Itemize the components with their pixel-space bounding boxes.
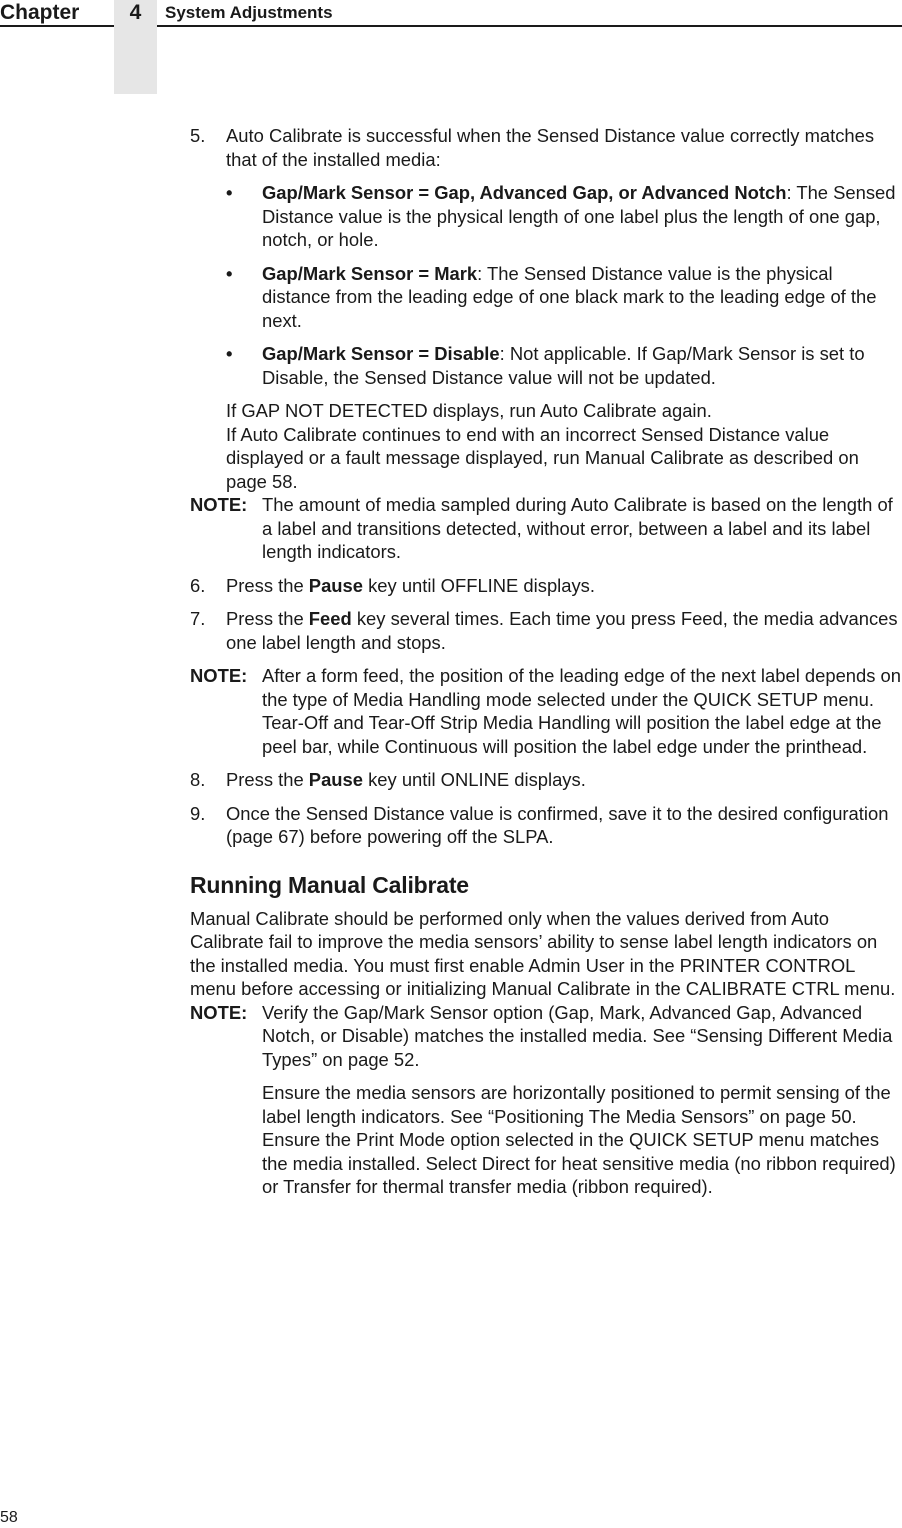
- step-text: Once the Sensed Distance value is confirmed, save it to the desired configuration (page 67) before powering off the SLPA.: [226, 802, 889, 847]
- bullet-icon: •: [226, 262, 233, 284]
- step-7: [190, 607, 902, 654]
- note-label: NOTE:: [190, 1001, 248, 1023]
- step-text: key until OFFLINE displays.: [362, 574, 595, 596]
- note-text: The amount of media sampled during Auto Calibrate is based on the length of a label and transitions detected, without error, between a label and its label length indicators.: [262, 494, 893, 562]
- bullet-text: : Not applicable. If Gap/Mark Sensor is set to Disable, the Sensed Distance value will not be updated.: [262, 343, 865, 388]
- section-body: Manual Calibrate should be performed only when the values derived from Auto Calibrate fail to improve the media sensors’ ability to sense label length indicators on the installed media. You must first enable Admin User in the PRINTER CONTROL menu before accessing or initializing Manual Calibrate in the CALIBRATE CTRL menu.: [190, 907, 896, 999]
- key-name: Feed: [308, 608, 352, 629]
- step-text: key until ONLINE displays.: [362, 769, 586, 790]
- bullet-term: Gap/Mark Sensor = Disable: [262, 343, 500, 364]
- chapter-tab: [114, 0, 157, 94]
- note-label: NOTE:: [190, 665, 248, 686]
- note-text: After a form feed, the position of the leading edge of the next label depends on the type of Media Handling mode selected under the QUICK SETUP menu. Tear-Off and Tear-Off Strip Media Handling will position the label edge at the peel bar, while Continuous will position the label edge under the printhead.: [262, 665, 902, 757]
- step-number: 6.: [190, 574, 206, 596]
- key-name: Pause: [308, 769, 363, 790]
- note-1: [190, 493, 902, 564]
- page-content: [190, 124, 902, 1199]
- key-name: Pause: [308, 574, 363, 596]
- section-title: System Adjustments: [165, 3, 333, 22]
- note-paragraph: Ensure the media sensors are horizontally positioned to permit sensing of the label length indicators. See “Positioning The Media Sensors” on page 50.: [262, 1082, 891, 1127]
- section-heading: Running Manual Calibrate: [190, 871, 469, 898]
- step-number: 8.: [190, 769, 206, 790]
- bullet-text: : The Sensed Distance value is the physical distance from the leading edge of one black mark to the leading edge of the next.: [262, 262, 877, 331]
- step-paragraph: If Auto Calibrate continues to end with an incorrect Sensed Distance value displayed or a fault message displayed, run Manual Calibrate as described on page 58.: [226, 423, 859, 492]
- note-paragraph: Ensure the Print Mode option selected in the QUICK SETUP menu matches the media installed. Select Direct for heat sensitive media (no ribbon required) or Transfer for thermal transfer media (ribbon required).: [262, 1129, 896, 1197]
- page-number: 58: [0, 1509, 18, 1526]
- step-text: Press the: [226, 608, 309, 629]
- bullet-item: [190, 342, 902, 389]
- note-2: [190, 664, 902, 758]
- step-text: Auto Calibrate is successful when the Sensed Distance value correctly matches that of the installed media:: [226, 125, 875, 170]
- step-paragraph: If GAP NOT DETECTED displays, run Auto Calibrate again.: [226, 400, 712, 421]
- step-text: Press the: [226, 769, 309, 790]
- step-text: key several times. Each time you press Feed, the media advances one label length and stops.: [226, 608, 898, 653]
- bullet-text: : The Sensed Distance value is the physical length of one label plus the length of one gap, notch, or hole.: [262, 182, 896, 250]
- step-9: [190, 802, 902, 849]
- step-6: [190, 574, 902, 598]
- bullet-item: [190, 262, 902, 333]
- step-number: 7.: [190, 608, 206, 629]
- note-text: Verify the Gap/Mark Sensor option (Gap, Mark, Advanced Gap, Advanced Notch, or Disable) matches the installed media. See “Sensing Different Media Types” on page 52.: [262, 1001, 893, 1070]
- bullet-term: Gap/Mark Sensor = Gap, Advanced Gap, or Advanced Notch: [262, 182, 787, 203]
- note-label: NOTE:: [190, 494, 248, 515]
- chapter-number: 4: [129, 1, 142, 24]
- step-text: Press the: [226, 574, 309, 596]
- chapter-label: Chapter: [0, 1, 80, 24]
- step-8: [190, 768, 902, 792]
- step-number: 9.: [190, 802, 206, 824]
- note-3: [190, 1001, 902, 1072]
- bullet-term: Gap/Mark Sensor = Mark: [262, 262, 478, 284]
- bullet-item: [190, 181, 902, 252]
- page-header: [0, 0, 902, 94]
- bullet-icon: •: [226, 343, 233, 364]
- bullet-icon: •: [226, 182, 233, 203]
- step-5: [190, 124, 902, 171]
- step-number: 5.: [190, 125, 206, 146]
